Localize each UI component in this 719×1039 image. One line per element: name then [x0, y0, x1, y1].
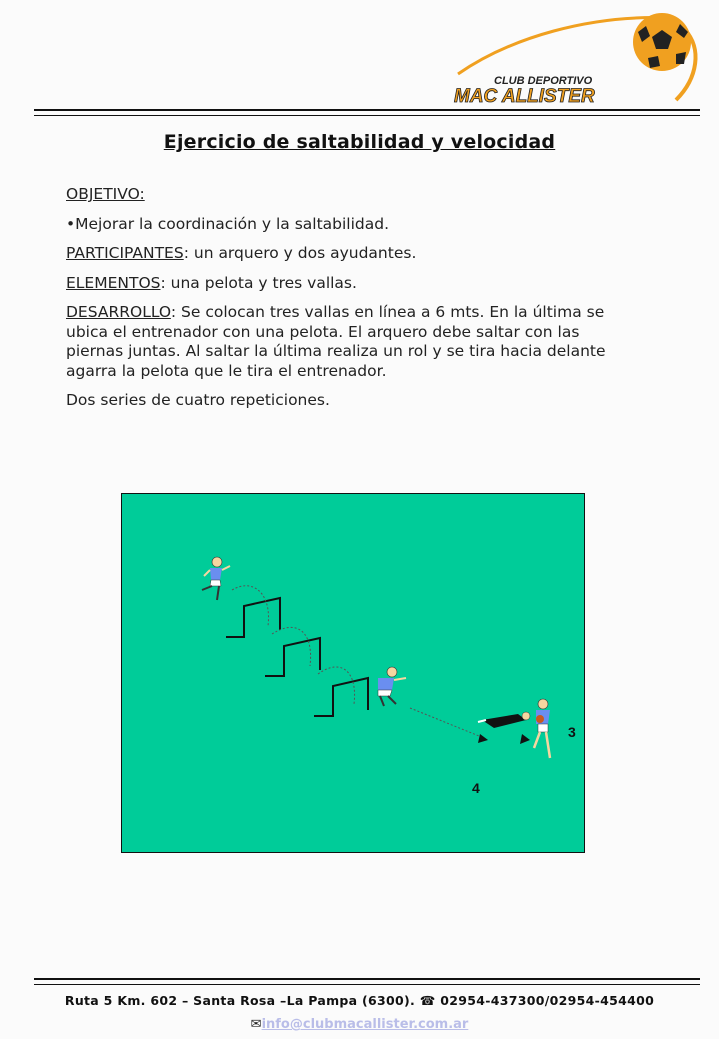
jump-arc-2: [272, 627, 311, 666]
arrow-head-1: [478, 734, 488, 743]
coach-with-ball: [534, 699, 550, 758]
arrow-head-2: [520, 734, 530, 744]
club-name-line2: MAC ALLISTER: [454, 86, 595, 107]
run-path: [410, 708, 484, 738]
goalkeeper-diving: [478, 712, 530, 728]
label-3: 3: [568, 724, 576, 740]
label-4: 4: [472, 780, 480, 796]
hurdle-2: [265, 638, 320, 676]
desarrollo-label: DESARROLLO: [66, 303, 171, 321]
phone-icon: ☎: [419, 993, 436, 1008]
elementos-para: [66, 274, 636, 294]
header-rule: [34, 109, 700, 116]
email-link[interactable]: info@clubmacallister.com.ar: [261, 1017, 469, 1032]
footer-contact: [0, 993, 719, 1008]
drill-diagram: [121, 493, 585, 853]
goalkeeper-running: [202, 557, 230, 600]
footer-rule: [34, 978, 700, 985]
footer-email-line: [0, 1017, 719, 1032]
participantes-text: un arquero y dos ayudantes.: [188, 244, 417, 262]
footer-address: Ruta 5 Km. 602 – Santa Rosa –La Pampa (6300).: [64, 993, 420, 1008]
elementos-label: ELEMENTOS: [66, 273, 161, 292]
elementos-sep: :: [160, 273, 166, 292]
desarrollo-sep: :: [170, 303, 177, 321]
page-title: Ejercicio de saltabilidad y velocidad: [163, 131, 556, 153]
objetivo-label: OBJETIVO:: [66, 185, 145, 203]
desarrollo-para: [66, 303, 636, 381]
drill-diagram-svg: [122, 494, 584, 852]
hurdle-1: [226, 598, 280, 637]
participantes-label: PARTICIPANTES: [66, 244, 184, 262]
hurdle-3: [314, 678, 368, 716]
participantes-sep: :: [183, 244, 189, 262]
ball-icon: [536, 715, 544, 723]
jump-arc-1: [232, 586, 269, 626]
club-logo: [440, 8, 710, 108]
club-name-line1: CLUB DEPORTIVO: [494, 75, 593, 87]
goalkeeper-jumping: [378, 667, 406, 706]
objetivo-bullet: •Mejorar la coordinación y la saltabilidad.: [66, 214, 390, 233]
footer-phones: 02954-437300/02954-454400: [435, 993, 655, 1008]
participantes-para: [66, 244, 636, 264]
exercise-description: [66, 185, 636, 421]
elementos-text: una pelota y tres vallas.: [165, 273, 357, 292]
series-text: Dos series de cuatro repeticiones.: [66, 391, 330, 409]
desarrollo-text: Se colocan tres vallas en línea a 6 mts. En la última se ubica el entrenador con una pelota. El arquero debe saltar con las piernas juntas. Al saltar la última realiza un rol y se tira hacia delante agarra la pelota que le tira el entrenador.: [66, 303, 606, 380]
mail-icon: ✉: [250, 1017, 262, 1032]
